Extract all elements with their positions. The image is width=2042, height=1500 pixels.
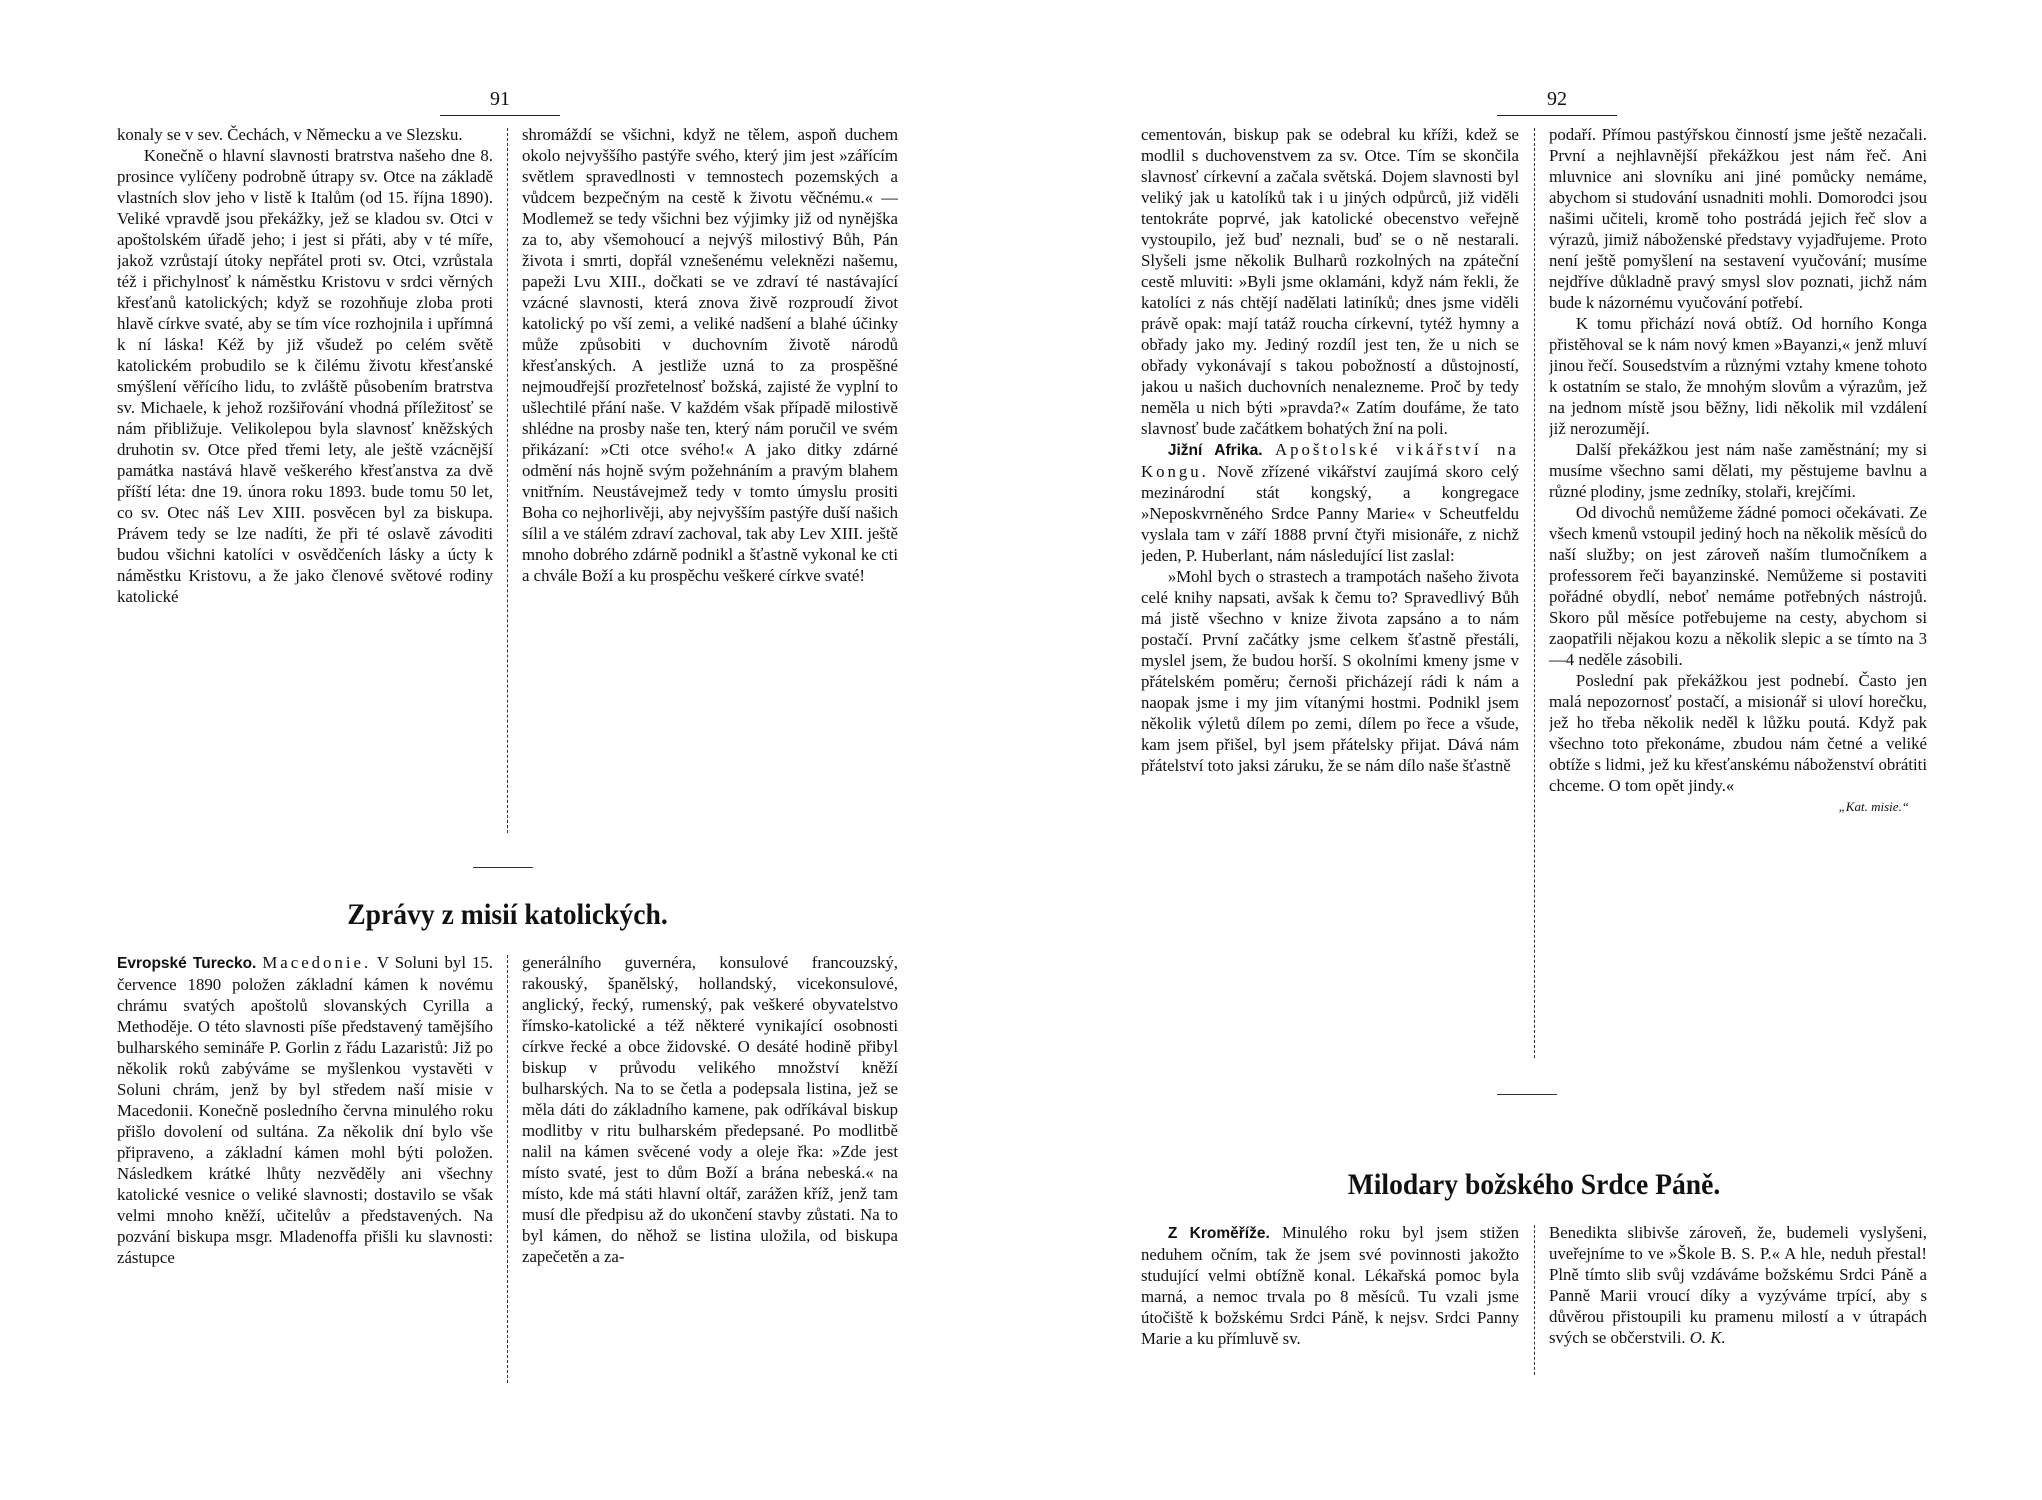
section-heading: Zprávy z misií katolických.: [347, 898, 668, 931]
column-divider: [1534, 1225, 1535, 1375]
region-label: Jižní Afrika.: [1167, 442, 1263, 459]
paragraph: konaly se v sev. Čechách, v Německu a ve Slezsku.: [117, 125, 463, 144]
right-bottom-column-1: [1141, 1222, 1519, 1382]
paragraph: [117, 952, 493, 1268]
paragraph: generálního guvernéra, konsulové francouzský, rakouský, španělský, hollandský, vicekonsulové, anglický, řecký, rumenský, pak veškeré obyvatelstvo římsko-katolické a též některé vynikající osobnosti církve řecké a obce židovské. O desáté hodině přibyl biskup v průvodu velikého množství kněží bulharských. Na to se četla a podepsala listina, jež se měla dáti do základního kamene, pak odříkával biskup modlitby v ritu bulharském předepsané. Po modlitbě nalil na kámen svěcené vody a oleje řka: »Zde jest místo svaté, jest to dům Boží a brána nebeská.« na místo, kde má státi hlavní oltář, zarážen kříž, jenž tam musí dle předpisu až do ukončení stavby zůstati. Na to byl kámen, do něhož se listina uložila, od biskupa zapečetěn a za-: [522, 953, 898, 1266]
paragraph: [1141, 439, 1519, 566]
subregion-label: Apoštolské vikářství na Kongu.: [1141, 440, 1519, 481]
paragraph: [1141, 1222, 1519, 1349]
section-divider: [473, 867, 533, 868]
source-signature: „Kat. misie.“: [1838, 799, 1909, 814]
right-top-column-2: [1549, 124, 1927, 1064]
place-label: Z Kroměříže.: [1167, 1225, 1270, 1242]
column-divider: [507, 128, 508, 833]
signature: O. K.: [1689, 1328, 1726, 1347]
paragraph: Od divochů nemůžeme žádné pomoci očekávati. Ze všech kmenů vstoupil jediný hoch na několik měsíců do naší služby; on jest zároveň naším tlumočníkem a professorem řeči bayanzinské. Nemůžeme si postaviti pořádné obydlí, neboť nemáme potřebných nástrojů. Skoro půl měsíce potřebujeme na cesty, abychom si zaopatřili nějakou kozu a několik slepic a se tímto na 3—4 neděle zásobili.: [1549, 503, 1927, 669]
paragraph-text: Minulého roku byl jsem stižen neduhem očním, tak že jsem své povinnosti jakožto studující velmi obtížně konal. Lékařská pomoc byla marná, a nemoc trvala po 8 měsíců. Tu vzali jsme útočiště k božskému Srdci Páně, k nejsv. Srdci Panny Marie a ku přímluvě sv.: [1141, 1223, 1519, 1348]
paragraph: »Mohl bych o strastech a trampotách našeho života celé knihy napsati, avšak k čemu to? Spravedlivý Bůh má jistě všechno v knize života zapsáno a to nám postačí. První začátky jsme celkem šťastně přestáli, myslel jsem, že budou horší. S okolními kmeny jsme v přátelském poměru; černoši přicházejí rádi k nám a naopak jsme i my jim vítanými hostmi. Podnikl jsem několik výletů dílem po zemi, dílem po řece a všude, kam jsem přišel, byl jsem přátelsky přijat. Dává nám přátelství toto jaksi záruku, že se nám dílo naše šťastně: [1141, 567, 1519, 775]
paragraph: [1549, 1222, 1927, 1348]
section-heading: Milodary božského Srdce Páně.: [1347, 1168, 1721, 1201]
right-top-column-1: [1141, 124, 1519, 1064]
left-bottom-column-1: [117, 952, 493, 1392]
paragraph-text: Benedikta slibivše zároveň, že, budemeli vyslyšeni, uveřejníme to ve »Škole B. S. P.« A hle, neduh přestal! Plně tímto slib svůj vzdáváme božskému Srdci Páně a Panně Marii vroucí díky a vyzýváme trpící, aby s důvěrou přistoupili ku pramenu milostí a v útrapách svých se občerstvili.: [1549, 1223, 1927, 1347]
page-number-left: 91: [440, 88, 560, 116]
paragraph: Konečně o hlavní slavnosti bratrstva našeho dne 8. prosince vylíčeny podrobně útrapy sv. Otce na základě vlastních slov jeho v listě k Italům (od 15. října 1890). Veliké vpravdě jsou překážky, jež se kladou sv. Otci v apoštolském úřadě jeho; i jest si přáti, aby v té míře, jakož vzrůstají útoky nepřátel proti sv. Otci, vzrůstala též i přichylnosť k náměstku Kristovu v srdci věrných křesťanů katolických; když se rozohňuje zloba proti hlavě církve svaté, aby se tím více rozhojnila i upřímná k ní láska! Kéž by již všudež po celém světě katolickém probudilo se k čilému životu křesťanské smýšlení věřícího lidu, to zvláště působením bratrstva sv. Michaele, k jehož rozšiřování vhodná příležitosť se nám přibližuje. Velikolepou byla slavnosť kněžských druhotin sv. Otce před třemi lety, ale ještě vzácnější památka nastává hlavě veškerého křesťanstva za dvě příští léta: dne 19. února roku 1893. bude tomu 50 let, co sv. Otec náš Lev XIII. posvěcen byl za biskupa. Právem tedy se lze nadíti, že při té oslavě závoditi budou všichni katolíci v osvědčeních lásky a úcty k náměstku Kristovu, a že jako členové světové rodiny katolické: [117, 146, 493, 606]
paragraph: K tomu přichází nová obtíž. Od horního Konga přistěhoval se k nám nový kmen »Bayanzi,« jenž mluví jinou řečí. Sousedstvím a různými vztahy kmene tohoto k ostatním se stalo, že mnohým slovům a výrazům, jež na jednom místě jsou běžny, lidi několik mil vzdálení již nerozumějí.: [1549, 314, 1927, 438]
section-divider: [1497, 1094, 1557, 1095]
paragraph-text: V Soluni byl 15. července 1890 položen základní kámen k novému chrámu svatých apoštolů slovanských Cyrilla a Methoděje. O této slavnosti píše představený tamějšího bulharského semináře P. Gorlin z řádu Lazaristů: Již po několik roků zabýváme se myšlenkou vystavěti v Soluni chrám, jenž by byl středem naší misie v Macedonii. Konečně posledního června minulého roku přišlo dovolení od sultána. Za několik dní bylo vše připraveno, a základní kámen mohl býti položen. Následkem krátké lhůty nezvěděly ani všechny katolické vesnice o veliké slavnosti; dostavilo se však velmi mnoho kněží, učitelův a představených. Na pozvání biskupa msgr. Mladenoffa přišli ku slavnosti: zástupce: [117, 953, 493, 1267]
column-divider: [507, 955, 508, 1383]
left-top-column-1: [117, 124, 493, 836]
paragraph: shromáždí se všichni, když ne tělem, aspoň duchem okolo nejvyššího pastýře svého, který jim jest »zářícím světlem spravedlnosti v temnostech pozemských a vůdcem bezpečným na cestě k životu věčnému.« — Modlemež se tedy všichni bez výjimky již od nynějška za to, aby všemohoucí a nejvýš milostivý Bůh, Pán života i smrti, dopřál vznešenému veleknězi našemu, papeži Lvu XIII., dočkati se ve zdraví té nastávající vzácné slavnosti, která znova živě rozproudí život katolický po vší zemi, a veliké nadšení a blahé účinky může způsobiti v duchovním životě národů křesťanských. A jestliže uzná to za prospěšné nejmoudřejší prozřetelnosť božská, zajisté že vyplní to ušlechtilé přání naše. V každém však případě milostivě shlédne na prosby naše ten, který nám poručil ve svém přikázaní: »Cti otce svého!« A jako ditky zdárné odmění nás hojně svým požehnáním a pravým blahem vnitřním. Neustávejmež tedy v tomto úmyslu prositi Boha co nejhorlivěji, aby nejvyšším pastýře duší našich sílil a ve stálém zdraví zachoval, tak aby Lev XIII. ještě mnoho dobrého zdárně podnikl a šťastně vykonal ke cti a chvále Boží a ku prospěchu veškeré církve svaté!: [522, 125, 898, 585]
paragraph: cementován, biskup pak se odebral ku kříži, kdež se modlil s duchovenstvem za sv. Otce. Tím se skončila slavnosť církevní a začala světská. Dojem slavnosti byl veliký jak u katolíků tak i u jiných odpůrců, již viděli tentokráte poprvé, jak katolické obecenstvo veřejně vystoupilo, jež buď neznali, buď se o ně nestarali. Slyšeli jsme několik Bulharů rozkolných na zpáteční cestě mluviti: »Byli jsme oklamáni, když nám řekli, že katolíci z nás chtějí nadělati latiníků; dnes jsme viděli právě opak: mají tatáž roucha církevní, tytéž hymny a obřady jako my. Jediný rozdíl jest ten, že u nich se obřady vykonávají s takou pobožností a důstojností, jakou u našich duchovních nenalezneme. Proč by tedy neměla u nich býti »pravda?« Zatím doufáme, že tato slavnosť bude začátkem bohatých žní na poli.: [1141, 125, 1519, 438]
paragraph-text: Nově zřízené vikářství zaujímá skoro celý mezinárodní stát kongský, a kongregace »Neposkvrněného Srdce Panny Marie« v Scheutfeldu vyslala tam v září 1888 první čtyři misionáře, z nichž jeden, P. Huberlant, nám následující list zaslal:: [1141, 462, 1519, 565]
paragraph: Poslední pak překážkou jest podnebí. Často jen malá nepozornosť postačí, a misionář si uloví horečku, jež ho třeba několik neděl k lůžku poutá. Když pak všechno toto překonáme, zbudou nám četné a veliké obtíže s lidmi, jež ku křesťanskému náboženství obrátiti chceme. O tom opět jindy.«: [1549, 671, 1927, 795]
right-bottom-column-2: [1549, 1222, 1927, 1382]
left-bottom-column-2: [522, 952, 898, 1392]
left-top-column-2: [522, 124, 898, 836]
region-label: Evropské Turecko.: [117, 955, 257, 972]
paragraph: Další překážkou jest nám naše zaměstnání; my si musíme všechno sami dělati, my pěstujeme bavlnu a různé plodiny, jsme zedníky, stolaři, krejčími.: [1549, 440, 1927, 501]
subregion-label: Macedonie.: [262, 953, 372, 972]
paragraph: podaří. Přímou pastýřskou činností jsme ještě nezačali. První a nejhlavnější překážkou jest nám řeč. Ani mluvnice ani slovníku ani jiné pomůcky nemáme, abychom si studování usnadniti mohli. Domorodci jsou našimi učiteli, kromě toho postrádá jejich řeč slov a výrazů, jimiž náboženské představy vyjadřujeme. Proto není ještě pomyšlení na sestavení vyučování; musíme nejdříve důkladně pravý smysl slov poznati, jichž nám bude k názornému vyučování potřebí.: [1549, 125, 1927, 312]
column-divider: [1534, 128, 1535, 1058]
page-number-right: 92: [1497, 88, 1617, 116]
